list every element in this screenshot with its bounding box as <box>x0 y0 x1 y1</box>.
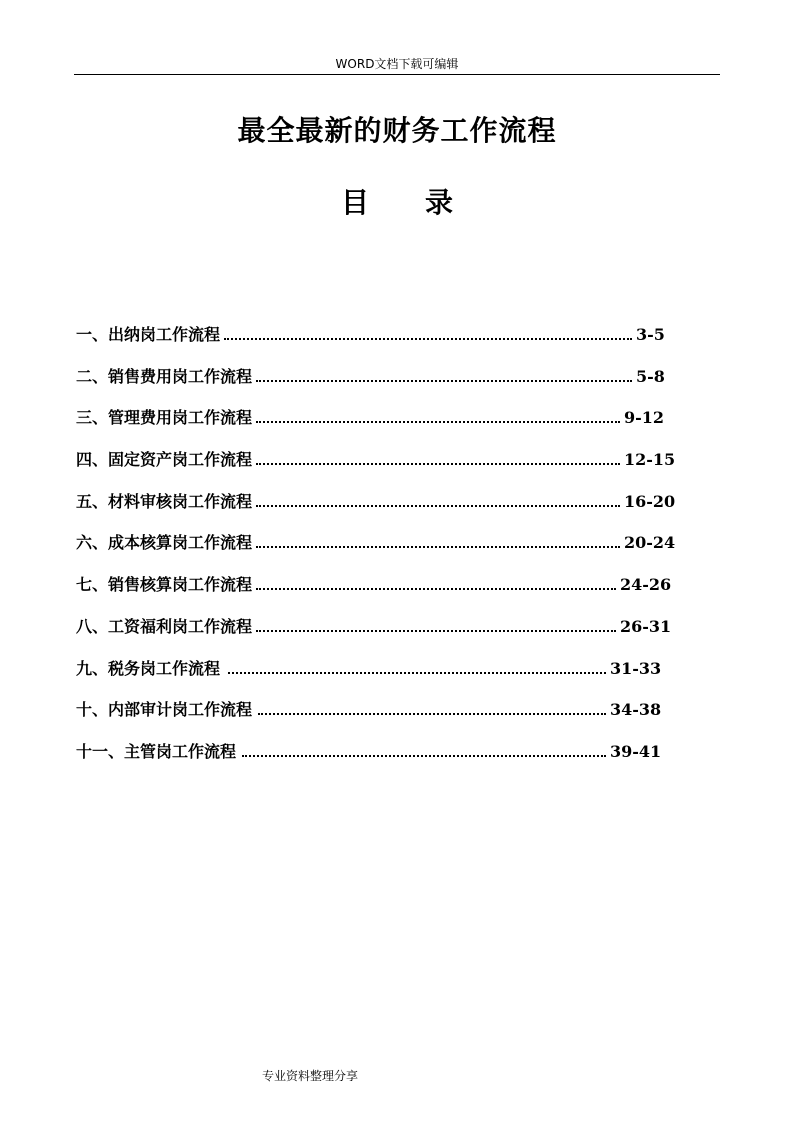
document-title: 最全最新的财务工作流程 <box>237 114 557 147</box>
toc-item-label: 八、工资福利岗工作流程 <box>76 616 253 636</box>
toc-item[interactable] <box>76 695 676 737</box>
page-footer <box>262 1068 358 1084</box>
toc-leader-dots <box>228 672 606 674</box>
toc-item[interactable] <box>76 362 676 404</box>
toc-item-pages: 5-8 <box>636 366 665 386</box>
toc-item-label: 二、销售费用岗工作流程 <box>76 366 253 386</box>
toc-item-label: 三、管理费用岗工作流程 <box>76 408 253 428</box>
toc-leader-dots <box>256 463 620 465</box>
toc-leader-dots <box>256 505 620 507</box>
toc-item-pages: 16-20 <box>624 491 676 511</box>
footer-text: 专业资料整理分享 <box>262 1069 359 1083</box>
table-of-contents <box>76 320 676 779</box>
toc-item-pages: 26-31 <box>620 616 672 636</box>
toc-item-label: 十一、主管岗工作流程 <box>76 741 237 761</box>
toc-leader-dots <box>256 630 616 632</box>
toc-leader-dots <box>242 755 606 757</box>
toc-item[interactable] <box>76 654 676 696</box>
toc-heading-char-2: 录 <box>425 186 454 219</box>
toc-item-label: 四、固定资产岗工作流程 <box>76 450 253 470</box>
toc-item-pages: 31-33 <box>610 658 662 678</box>
toc-item-pages: 24-26 <box>620 575 672 595</box>
toc-item-label: 一、出纳岗工作流程 <box>76 325 221 344</box>
toc-item[interactable] <box>76 737 676 779</box>
toc-item-label: 九、税务岗工作流程 <box>76 658 221 678</box>
page-header <box>74 56 720 75</box>
toc-item-pages: 39-41 <box>610 741 662 761</box>
toc-item[interactable] <box>76 320 676 362</box>
toc-item[interactable] <box>76 445 676 487</box>
toc-leader-dots <box>256 546 620 548</box>
toc-item-pages: 3-5 <box>636 325 665 344</box>
toc-leader-dots <box>256 588 616 590</box>
toc-item[interactable] <box>76 403 676 445</box>
toc-item-label: 五、材料审核岗工作流程 <box>76 491 253 511</box>
toc-item-label: 六、成本核算岗工作流程 <box>76 533 253 553</box>
toc-item-label: 十、内部审计岗工作流程 <box>76 700 253 720</box>
toc-item[interactable] <box>76 570 676 612</box>
toc-item-pages: 9-12 <box>624 408 665 428</box>
toc-leader-dots <box>258 713 606 715</box>
toc-leader-dots <box>256 380 632 382</box>
toc-leader-dots <box>224 338 632 340</box>
toc-item-pages: 20-24 <box>624 533 676 553</box>
toc-item[interactable] <box>76 612 676 654</box>
toc-item[interactable] <box>76 528 676 570</box>
toc-item-pages: 12-15 <box>624 450 676 470</box>
toc-item[interactable] <box>76 487 676 529</box>
toc-leader-dots <box>256 421 620 423</box>
toc-heading <box>0 184 794 222</box>
header-text: WORD文档下载可编辑 <box>335 57 459 71</box>
toc-item-pages: 34-38 <box>610 700 662 720</box>
toc-heading-char-1: 目 <box>340 186 369 219</box>
toc-item-label: 七、销售核算岗工作流程 <box>76 575 253 595</box>
